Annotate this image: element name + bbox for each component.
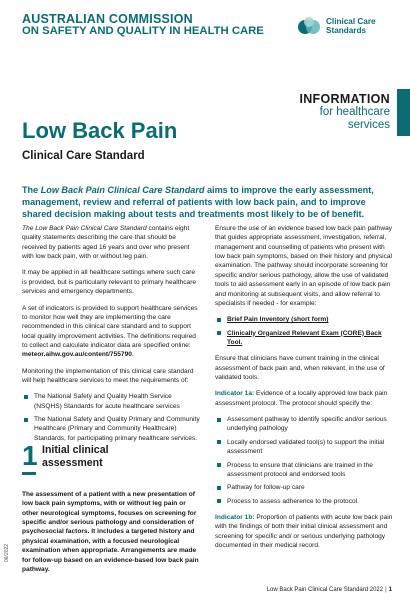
logo-mark-icon (297, 16, 323, 38)
left-paragraph-4: Monitoring the implementation of this clinical care standard will help healthcare services to meet the requirements of: (22, 367, 194, 385)
left-paragraph-1 (22, 224, 200, 261)
left-p3-text: A set of indicators is provided to support healthcare services to monitor how well they are implementing the care recommended in this clinical care standard and to support local quality improvement activities. The definitions required to collect and calculate indicator data are specified online: (22, 304, 198, 349)
org-name-line2: ON SAFETY AND QUALITY IN HEALTH CARE (22, 25, 264, 38)
right-column (215, 224, 393, 557)
meteor-link[interactable]: meteor.aihw.gov.au/content/755790 (22, 351, 132, 359)
page-footer (267, 587, 392, 593)
section-1-header (22, 442, 202, 476)
tools-list (215, 315, 393, 347)
org-name (22, 13, 264, 38)
section-number: 1 (22, 440, 38, 471)
left-paragraph-2: It may be applied in all healthcare settings where such care is provided, but is particularly relevant to primary healthcare services and emergency departments. (22, 269, 197, 296)
left-p1-rest: contains eight quality statements describing the care that should be received by patients aged 16 years and over who present with low back pain, with or without leg pain. (22, 225, 190, 261)
core-back-tool-link[interactable]: Clinically Organized Relevant Exam (CORE) Back Tool. (215, 329, 393, 348)
section-number-underline (22, 472, 36, 475)
list-item: Process to assess adherence to the protocol. (215, 497, 393, 506)
left-p1-italic: The Low Back Pain Clinical Care Standard (22, 225, 147, 232)
indicator-1b-label: Indicator 1b: (215, 513, 255, 521)
accent-bar (397, 89, 410, 136)
right-paragraph-2: Ensure that clinicians have current training in the clinical assessment of back pain and, when relevant, in the use of validated tools. (215, 355, 385, 382)
left-p3-end: . (131, 351, 134, 359)
left-paragraph-3 (22, 304, 200, 360)
list-item: Process to ensure that clinicians are trained in the assessment protocol and endorsed tools (215, 461, 393, 480)
info-box (299, 92, 390, 132)
left-column (22, 224, 200, 450)
indicator-1a (215, 389, 393, 408)
section-heading-line2: assessment (42, 456, 103, 469)
list-item: Locally endorsed validated tool(s) to support the initial assessment (215, 438, 393, 457)
list-item: The National Safety and Quality Primary and Community Healthcare (Primary and Community Healthcare) Standards, for participating primary healthcare services. (22, 415, 200, 443)
list-item: Assessment pathway to identify specific and/or serious underlying pathology (215, 415, 393, 434)
list-item: The National Safety and Quality Health Service (NSQHS) Standards for acute healthcare services (22, 392, 200, 411)
indicator-1b (215, 513, 393, 550)
brief-pain-inventory-link[interactable]: Brief Pain Inventory (short form) (215, 315, 393, 324)
logo-text-line1: Clinical Care (326, 17, 376, 26)
footer-separator: | (385, 587, 387, 593)
page-subtitle: Clinical Care Standard (22, 150, 145, 162)
standards-list (22, 392, 200, 443)
logo-text-line2: Standards (326, 26, 367, 36)
intro-statement (22, 184, 392, 220)
protocol-list (215, 415, 393, 506)
org-name-line1: AUSTRALIAN COMMISSION (22, 12, 193, 26)
section-1-statement: The assessment of a patient with a new presentation of low back pain symptoms, with or without leg pain or other neurological symptoms, focuses on screening for specific and/or serious pathology and consideration of psychosocial factors. It includes a targeted history and physical examination, with a focused neurological examination when appropriate. Arrangements are made for follow-up based on an evidence-based low back pain pathway. (22, 491, 199, 573)
intro-italic: Low Back Pain Clinical Care Standard (40, 185, 205, 195)
info-line1: for healthcare (319, 106, 390, 118)
intro-pre: The (22, 185, 41, 195)
info-heading: INFORMATION (299, 92, 390, 106)
side-code: 06/2022 (4, 543, 10, 562)
indicator-1a-text: Evidence of a locally approved low back pain assessment protocol. The protocol should specify the: (215, 390, 388, 407)
right-paragraph-1: Ensure the use of an evidence based low back pain pathway that guides appropriate assessment, investigation, referral, management and counselling of patients who present with low back pain symptoms, based on their history and physical examination. The pathway should incorporate screening for specific and/or serious pathology, allow the use of validated tools to aid assessment early in an episode of low back pain and monitoring at subsequent visits, and allow referral to specialists if needed - for example: (215, 225, 393, 307)
indicator-1b-text: Proportion of patients with acute low back pain with the findings of both their initial clinical assessment and screening for specific and/ or serious underlying pathology documented in their medical record. (215, 513, 393, 550)
list-item: Pathway for follow-up care (215, 483, 393, 492)
page-title: Low Back Pain (22, 118, 178, 143)
indicator-1a-label: Indicator 1a: (215, 390, 255, 398)
intro-post: aims to improve the early assessment, management, review and referral of patients with low back pain, and to improve shared decision making about tests and treatments most likely to be of benefit. (22, 185, 374, 219)
section-heading-line1: Initial clinical (42, 444, 109, 456)
section-heading (42, 444, 109, 469)
footer-text: Low Back Pain Clinical Care Standard 2022 (266, 587, 384, 593)
clinical-care-standards-logo (297, 14, 397, 42)
page-number: 1 (388, 587, 392, 593)
info-line2: services (347, 118, 390, 131)
